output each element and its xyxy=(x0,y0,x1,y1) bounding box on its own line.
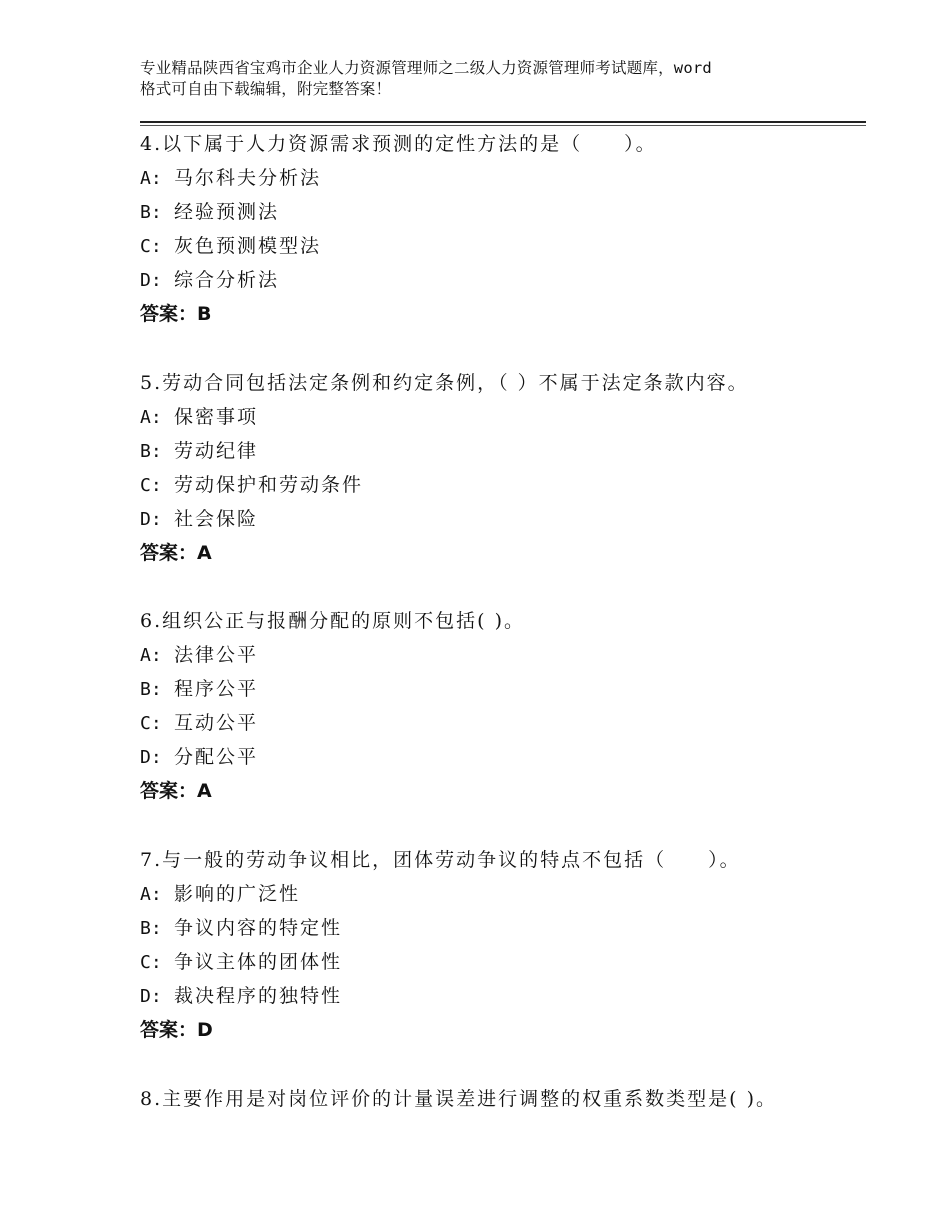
option-letter: D: xyxy=(140,270,162,291)
option-letter: B: xyxy=(140,202,162,223)
option-letter: C: xyxy=(140,713,162,734)
option-a xyxy=(140,400,860,434)
document-header xyxy=(140,58,840,100)
option-d xyxy=(140,740,860,774)
question-text: 8.主要作用是对岗位评价的计量误差进行调整的权重系数类型是( )。 xyxy=(140,1088,777,1110)
option-c xyxy=(140,229,860,263)
question-5 xyxy=(140,366,860,570)
option-text: 法律公平 xyxy=(174,644,259,666)
option-a xyxy=(140,877,860,911)
question-text: 6.组织公正与报酬分配的原则不包括( )。 xyxy=(140,610,525,632)
option-letter: C: xyxy=(140,236,162,257)
option-d xyxy=(140,502,860,536)
answer-label: 答案：D xyxy=(140,1019,213,1041)
option-c xyxy=(140,706,860,740)
question-text: 4.以下属于人力资源需求预测的定性方法的是（ ）。 xyxy=(140,133,657,155)
header-line-1: 专业精品陕西省宝鸡市企业人力资源管理师之二级人力资源管理师考试题库，word xyxy=(140,59,712,77)
option-text: 裁决程序的独特性 xyxy=(174,985,343,1007)
option-b xyxy=(140,672,860,706)
option-c xyxy=(140,468,860,502)
option-letter: A: xyxy=(140,884,162,905)
option-text: 程序公平 xyxy=(174,678,259,700)
header-divider-thin xyxy=(140,125,866,126)
answer-label: 答案：A xyxy=(140,780,212,802)
option-letter: A: xyxy=(140,407,162,428)
option-b xyxy=(140,911,860,945)
option-text: 灰色预测模型法 xyxy=(174,235,322,257)
question-7 xyxy=(140,843,860,1047)
header-divider xyxy=(140,121,866,123)
option-text: 经验预测法 xyxy=(174,201,280,223)
option-text: 争议内容的特定性 xyxy=(174,917,343,939)
option-text: 互动公平 xyxy=(174,712,259,734)
option-letter: B: xyxy=(140,441,162,462)
option-text: 劳动保护和劳动条件 xyxy=(174,474,364,496)
option-letter: B: xyxy=(140,918,162,939)
option-a xyxy=(140,161,860,195)
option-letter: D: xyxy=(140,509,162,530)
option-text: 劳动纪律 xyxy=(174,440,259,462)
option-letter: C: xyxy=(140,952,162,973)
option-text: 影响的广泛性 xyxy=(174,883,301,905)
option-text: 社会保险 xyxy=(174,508,259,530)
option-letter: A: xyxy=(140,645,162,666)
option-letter: B: xyxy=(140,679,162,700)
question-4 xyxy=(140,127,860,331)
header-line-2: 格式可自由下载编辑，附完整答案！ xyxy=(140,80,392,98)
question-6 xyxy=(140,604,860,808)
option-text: 综合分析法 xyxy=(174,269,280,291)
option-d xyxy=(140,979,860,1013)
answer-label: 答案：A xyxy=(140,542,212,564)
question-text: 7.与一般的劳动争议相比，团体劳动争议的特点不包括（ ）。 xyxy=(140,849,741,871)
option-letter: D: xyxy=(140,747,162,768)
option-b xyxy=(140,195,860,229)
option-b xyxy=(140,434,860,468)
option-text: 争议主体的团体性 xyxy=(174,951,343,973)
option-text: 保密事项 xyxy=(174,406,259,428)
answer-label: 答案：B xyxy=(140,303,212,325)
question-text: 5.劳动合同包括法定条例和约定条例，（ ）不属于法定条款内容。 xyxy=(140,372,749,394)
option-letter: C: xyxy=(140,475,162,496)
option-d xyxy=(140,263,860,297)
question-8 xyxy=(140,1082,860,1116)
option-c xyxy=(140,945,860,979)
option-letter: A: xyxy=(140,168,162,189)
option-a xyxy=(140,638,860,672)
option-letter: D: xyxy=(140,986,162,1007)
option-text: 马尔科夫分析法 xyxy=(174,167,322,189)
option-text: 分配公平 xyxy=(174,746,259,768)
